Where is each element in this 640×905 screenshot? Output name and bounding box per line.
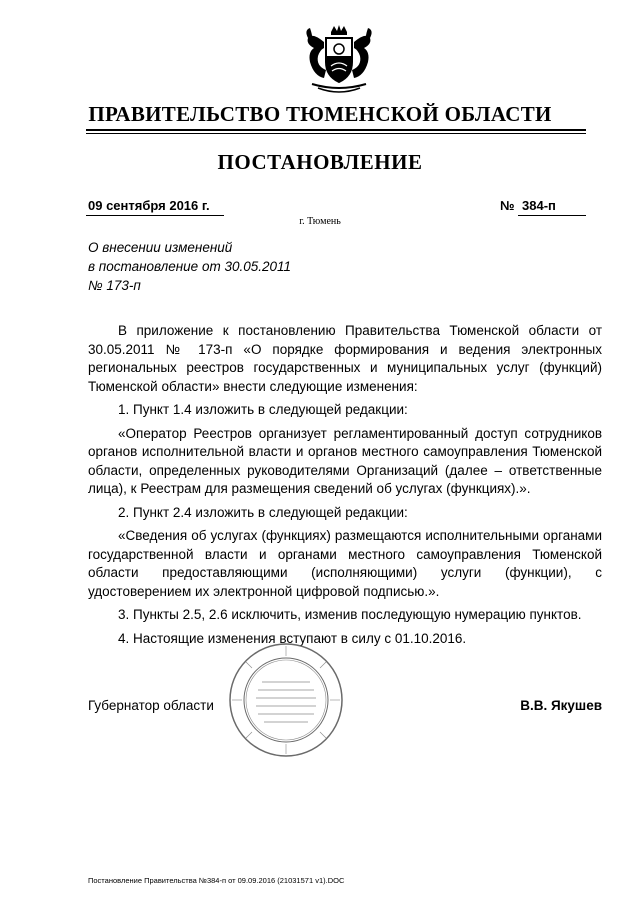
footer-file-info: Постановление Правительства №384-п от 09.09.2016 (21031571 v1).DOC <box>88 876 345 885</box>
signatory-name: В.В. Якушев <box>520 698 602 713</box>
document-type-title: ПОСТАНОВЛЕНИЕ <box>217 150 423 174</box>
body-paragraph: 3. Пункты 2.5, 2.6 исключить, изменив последующую нумерацию пунктов. <box>118 607 582 622</box>
subject-line: О внесении изменений <box>88 240 233 255</box>
body-paragraph: 1. Пункт 1.4 изложить в следующей редакции: <box>118 402 408 417</box>
subject-line: в постановление от 30.05.2011 <box>88 259 292 274</box>
coat-of-arms-icon <box>298 22 380 98</box>
body-paragraph: В приложение к постановлению Правительства Тюменской области от 30.05.2011 № 173-п «О порядке формирования и ведения электронных региональных реестров государственных и муниципальных услуг (функций) Тюменской области» внести следующие изменения: <box>88 323 602 394</box>
subject-line: № 173-п <box>88 278 141 293</box>
header-divider-thin <box>86 133 586 134</box>
document-body <box>88 322 602 653</box>
body-paragraph: 4. Настоящие изменения вступают в силу с 01.10.2016. <box>118 630 467 646</box>
document-subject <box>88 238 348 295</box>
number-sign: № <box>500 198 515 213</box>
document-date: 09 сентября 2016 г. <box>88 198 210 213</box>
official-stamp <box>226 640 346 760</box>
header-divider-thick <box>86 129 586 131</box>
body-paragraph: 2. Пункт 2.4 изложить в следующей редакции: <box>118 504 408 520</box>
body-paragraph: «Оператор Реестров организует регламентированный доступ сотрудников органов исполнительной власти и органов местного самоуправления Тюменской области, определенных руководителями Организаций (далее – ответственные лица), к Реестрам для размещения сведений об услугах (функциях).». <box>88 425 602 496</box>
city-label: г. Тюмень <box>299 216 341 227</box>
document-number: 384-п <box>522 198 556 213</box>
body-paragraph: «Сведения об услугах (функциях) размещаются исполнительными органами государственной власти и органами местного самоуправления Тюменской области предоставляющими (исполняющими) услуги (функции), с удостоверением их электронной цифровой подписью.». <box>88 528 602 599</box>
signatory-position: Губернатор области <box>88 698 214 713</box>
government-title: ПРАВИТЕЛЬСТВО ТЮМЕНСКОЙ ОБЛАСТИ <box>88 102 552 126</box>
